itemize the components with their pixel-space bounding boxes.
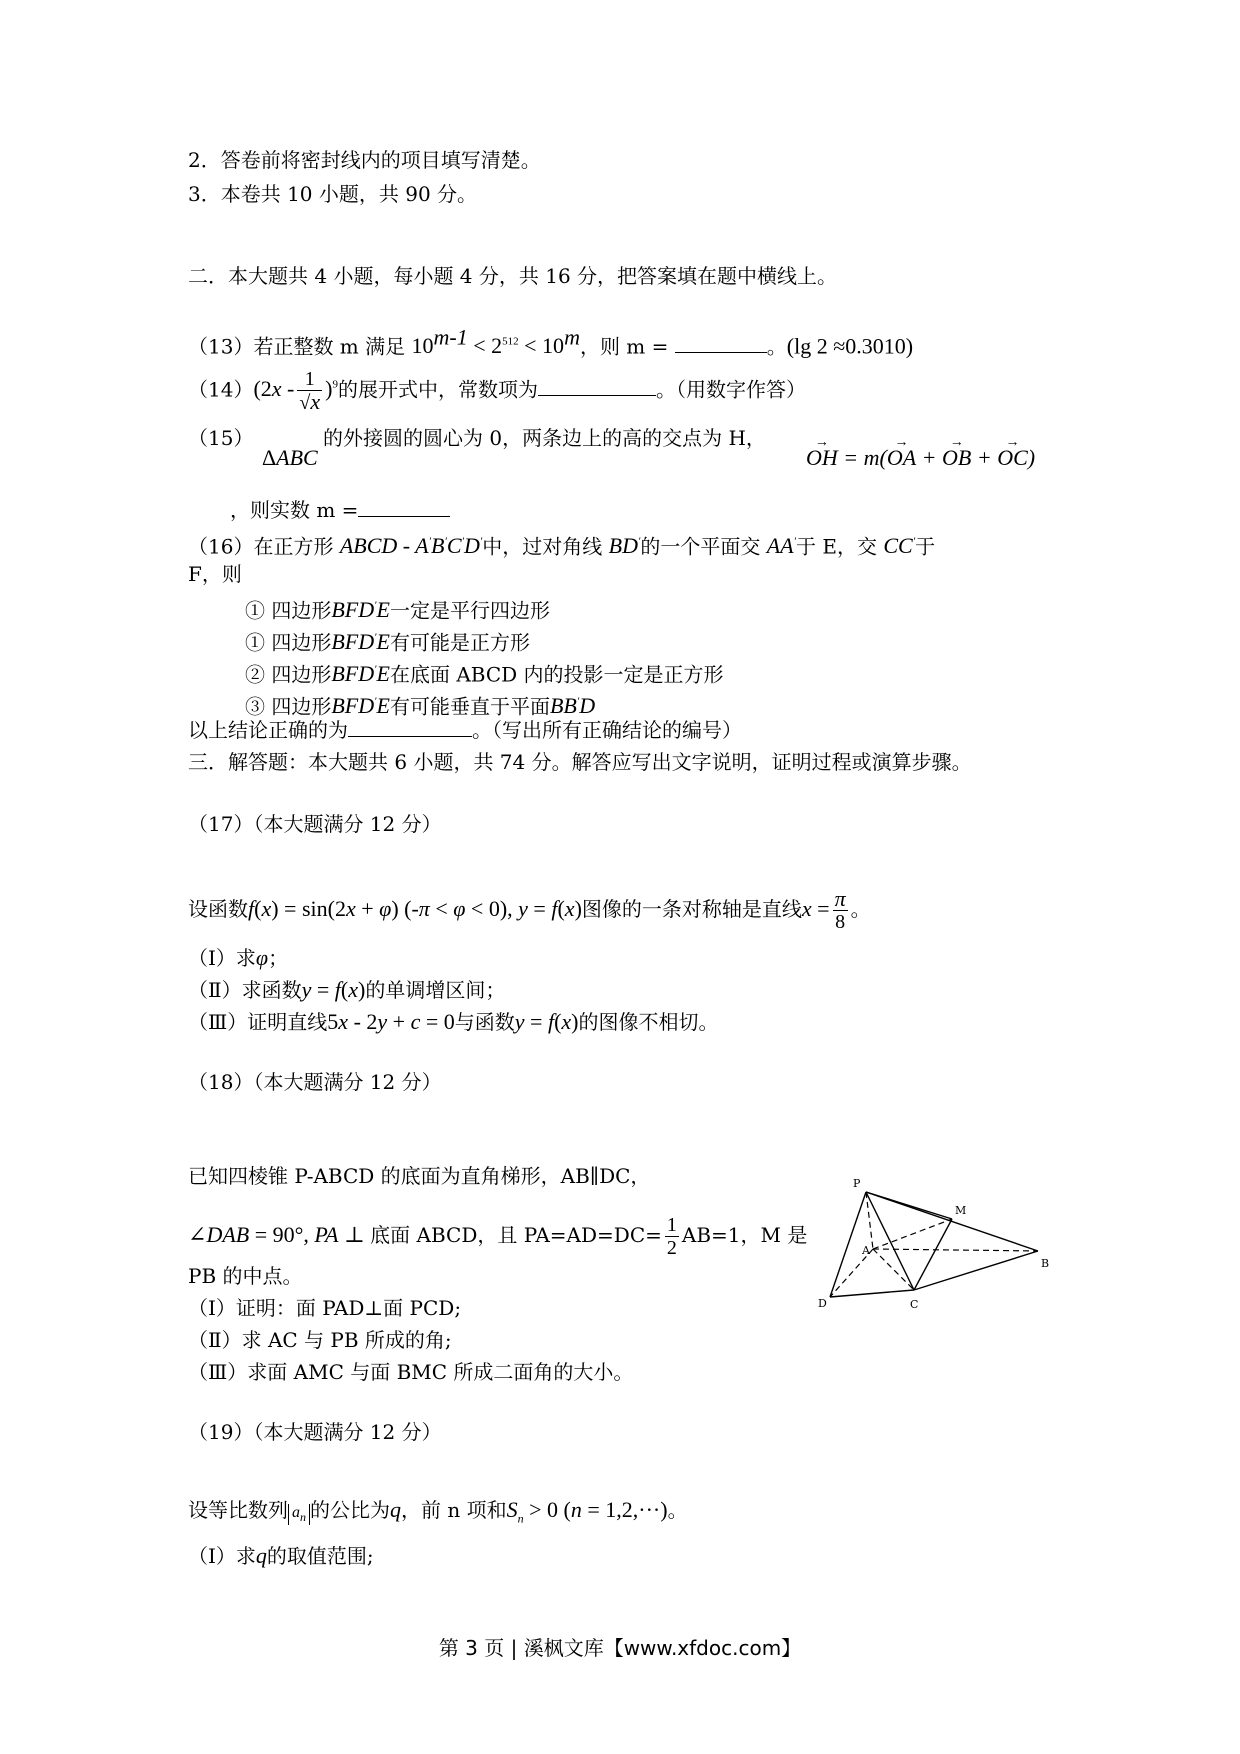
q18-line-1: 已知四棱锥 P-ABCD 的底面为直角梯形，AB∥DC， [188, 1164, 651, 1188]
q16-item-1: ① 四边形BFD′E一定是平行四边形 [245, 597, 550, 623]
q15-answer-blank[interactable] [358, 496, 450, 517]
q13-answer-blank[interactable] [675, 332, 767, 353]
note-3: 3．本卷共 10 小题，共 90 分。 [188, 182, 478, 206]
q14-formula: (2x - $\frac{1}{√x}$ )$^9$ [253, 368, 338, 415]
question-16: （16）在正方形 ABCD - A′B′C′D′中，过对角线 BD′的一个平面交 AA′于 E，交 CC′于 [188, 533, 936, 559]
q19-part-1: （Ⅰ）求q的取值范围; [188, 1543, 374, 1568]
q18-title: （18）（本大题满分 12 分） [188, 1070, 442, 1094]
q16-conclusion: 以上结论正确的为 。（写出所有正确结论的编号） [188, 718, 742, 742]
q18-part-1: （Ⅰ）证明：面 PAD⊥面 PCD; [188, 1296, 462, 1320]
q18-part-2: （Ⅱ）求 AC 与 PB 所成的角; [188, 1328, 452, 1352]
q18-part-3: （Ⅲ）求面 AMC 与面 BMC 所成二面角的大小。 [188, 1360, 634, 1384]
q16-item-2: ① 四边形BFD′E有可能是正方形 [245, 629, 530, 655]
q14-number: （14） [188, 377, 254, 402]
q14-text-2: 。（用数字作答） [655, 377, 806, 402]
q13-text-2: ，则 m = [579, 334, 669, 359]
label-m: M [955, 1204, 967, 1217]
note-2: 2．答卷前将密封线内的项目填写清楚。 [188, 148, 541, 172]
label-p: P [853, 1177, 861, 1190]
q18-line-3: PB 的中点。 [188, 1264, 303, 1288]
q19-statement: 设等比数列 $a_n$ 的公比为q，前 n 项和$S_n > 0$ (n = 1,2,···)。 [188, 1497, 688, 1526]
q16-item-4: ③ 四边形BFD′E有可能垂直于平面BB′D [245, 693, 596, 719]
q15-text-1: 的外接圆的圆心为 0，两条边上的高的交点为 H， [323, 426, 766, 450]
q13-text-3: 。 [766, 334, 787, 359]
q16-line-2: F，则 [188, 562, 242, 586]
question-14 [188, 362, 806, 414]
q13-text-1: 若正整数 m 满足 [253, 334, 406, 359]
q13-formula: $10^{m-1} < 2^{512} < 10^m$ [411, 325, 580, 359]
page-footer: 第 3 页 | 溪枫文库【www.xfdoc.com】 [438, 1636, 802, 1660]
label-c: C [910, 1298, 919, 1311]
q17-statement: 设函数f(x) = sin(2x + φ) (-π < φ < 0), y = f(x)图像的一条对称轴是直线x = $\frac{\pi}{8}$ 。 [188, 886, 871, 933]
q15-vector-formula: → OH = m(→ OA + → OB + → OC) [806, 444, 1035, 472]
q13-hint: (lg 2 ≈0.3010) [786, 333, 914, 359]
q19-title: （19）（本大题满分 12 分） [188, 1420, 442, 1444]
q14-answer-blank[interactable] [538, 375, 656, 396]
label-b: B [1041, 1257, 1050, 1270]
section3-heading: 三．解答题：本大题共 6 小题，共 74 分。解答应写出文字说明，证明过程或演算步骤。 [188, 750, 972, 774]
q14-text-1: 的展开式中，常数项为 [337, 377, 538, 402]
q15-line-2: ，则实数 m = [230, 496, 450, 524]
label-a: A [862, 1244, 870, 1257]
q17-title: （17）（本大题满分 12 分） [188, 812, 442, 836]
triangle-abc: ΔABC [262, 445, 318, 470]
question-13 [188, 324, 913, 360]
label-d: D [818, 1297, 827, 1310]
pyramid-figure [800, 1175, 1060, 1320]
q16-item-3: ② 四边形BFD′E在底面 ABCD 内的投影一定是正方形 [245, 661, 724, 687]
q13-number: （13） [188, 334, 254, 359]
q18-line-2: ∠DAB = 90°, PA ⊥ 底面 ABCD，且 PA=AD=DC= $\frac{1}{2}$ AB=1，M 是 [188, 1214, 808, 1259]
q17-part-2: （Ⅱ）求函数y = f(x)的单调增区间； [188, 977, 506, 1002]
question-15-number: （15） [188, 426, 254, 450]
q17-part-1: （Ⅰ）求φ； [188, 945, 289, 970]
q16-answer-blank[interactable] [348, 716, 472, 737]
q17-part-3: （Ⅲ）证明直线5x - 2y + c = 0与函数y = f(x)的图像不相切。 [188, 1009, 719, 1034]
section2-heading: 二．本大题共 4 小题，每小题 4 分，共 16 分，把答案填在题中横线上。 [188, 264, 838, 288]
